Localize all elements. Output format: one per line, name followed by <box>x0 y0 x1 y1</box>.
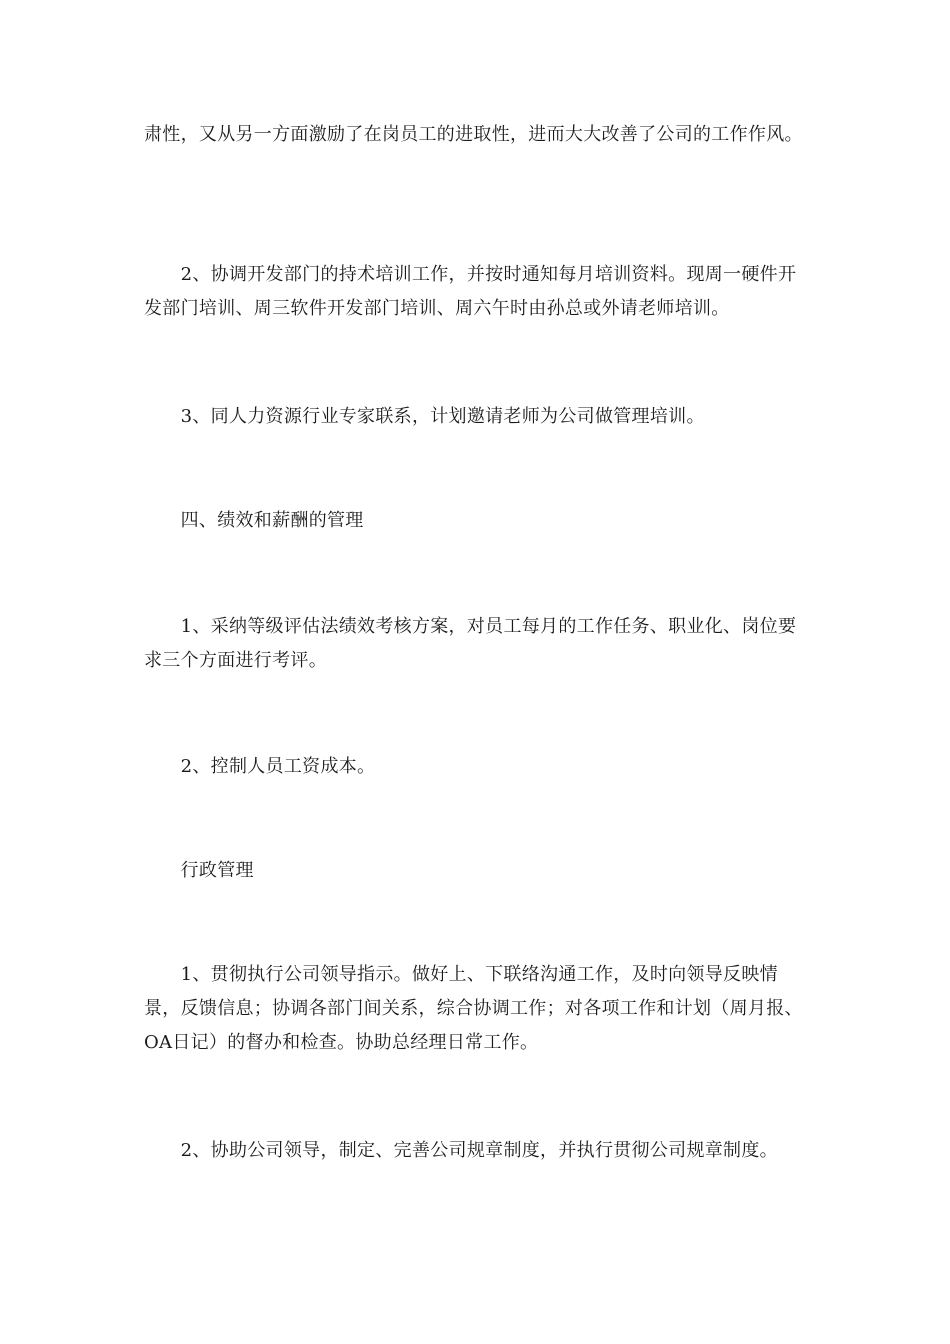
paragraph-continuation: 肃性，又从另一方面激励了在岗员工的进取性，进而大大改善了公司的工作作风。 <box>144 124 803 145</box>
paragraph-leadership-directives: 1、贯彻执行公司领导指示。做好上、下联络沟通工作，及时向领导反映情景，反馈信息；协调各部门间关系，综合协调工作；对各项工作和计划（周月报、OA日记）的督办和检查。协助总经理日常工作。 <box>144 964 803 1053</box>
paragraph-rules-regulations: 2、协助公司领导，制定、完善公司规章制度，并执行贯彻公司规章制度。 <box>144 1140 778 1161</box>
paragraph-salary-cost: 2、控制人员工资成本。 <box>144 756 376 777</box>
section-heading-admin: 行政管理 <box>144 860 254 881</box>
section-heading-performance-pay: 四、绩效和薪酬的管理 <box>144 510 364 531</box>
paragraph-performance-appraisal: 1、采纳等级评估法绩效考核方案，对员工每月的工作任务、职业化、岗位要求三个方面进行考评。 <box>144 616 797 671</box>
paragraph-training-coordination: 2、协调开发部门的持术培训工作，并按时通知每月培训资料。现周一硬件开发部门培训、周三软件开发部门培训、周六午时由孙总或外请老师培训。 <box>144 264 797 319</box>
paragraph-expert-contact: 3、同人力资源行业专家联系，计划邀请老师为公司做管理培训。 <box>144 406 705 427</box>
